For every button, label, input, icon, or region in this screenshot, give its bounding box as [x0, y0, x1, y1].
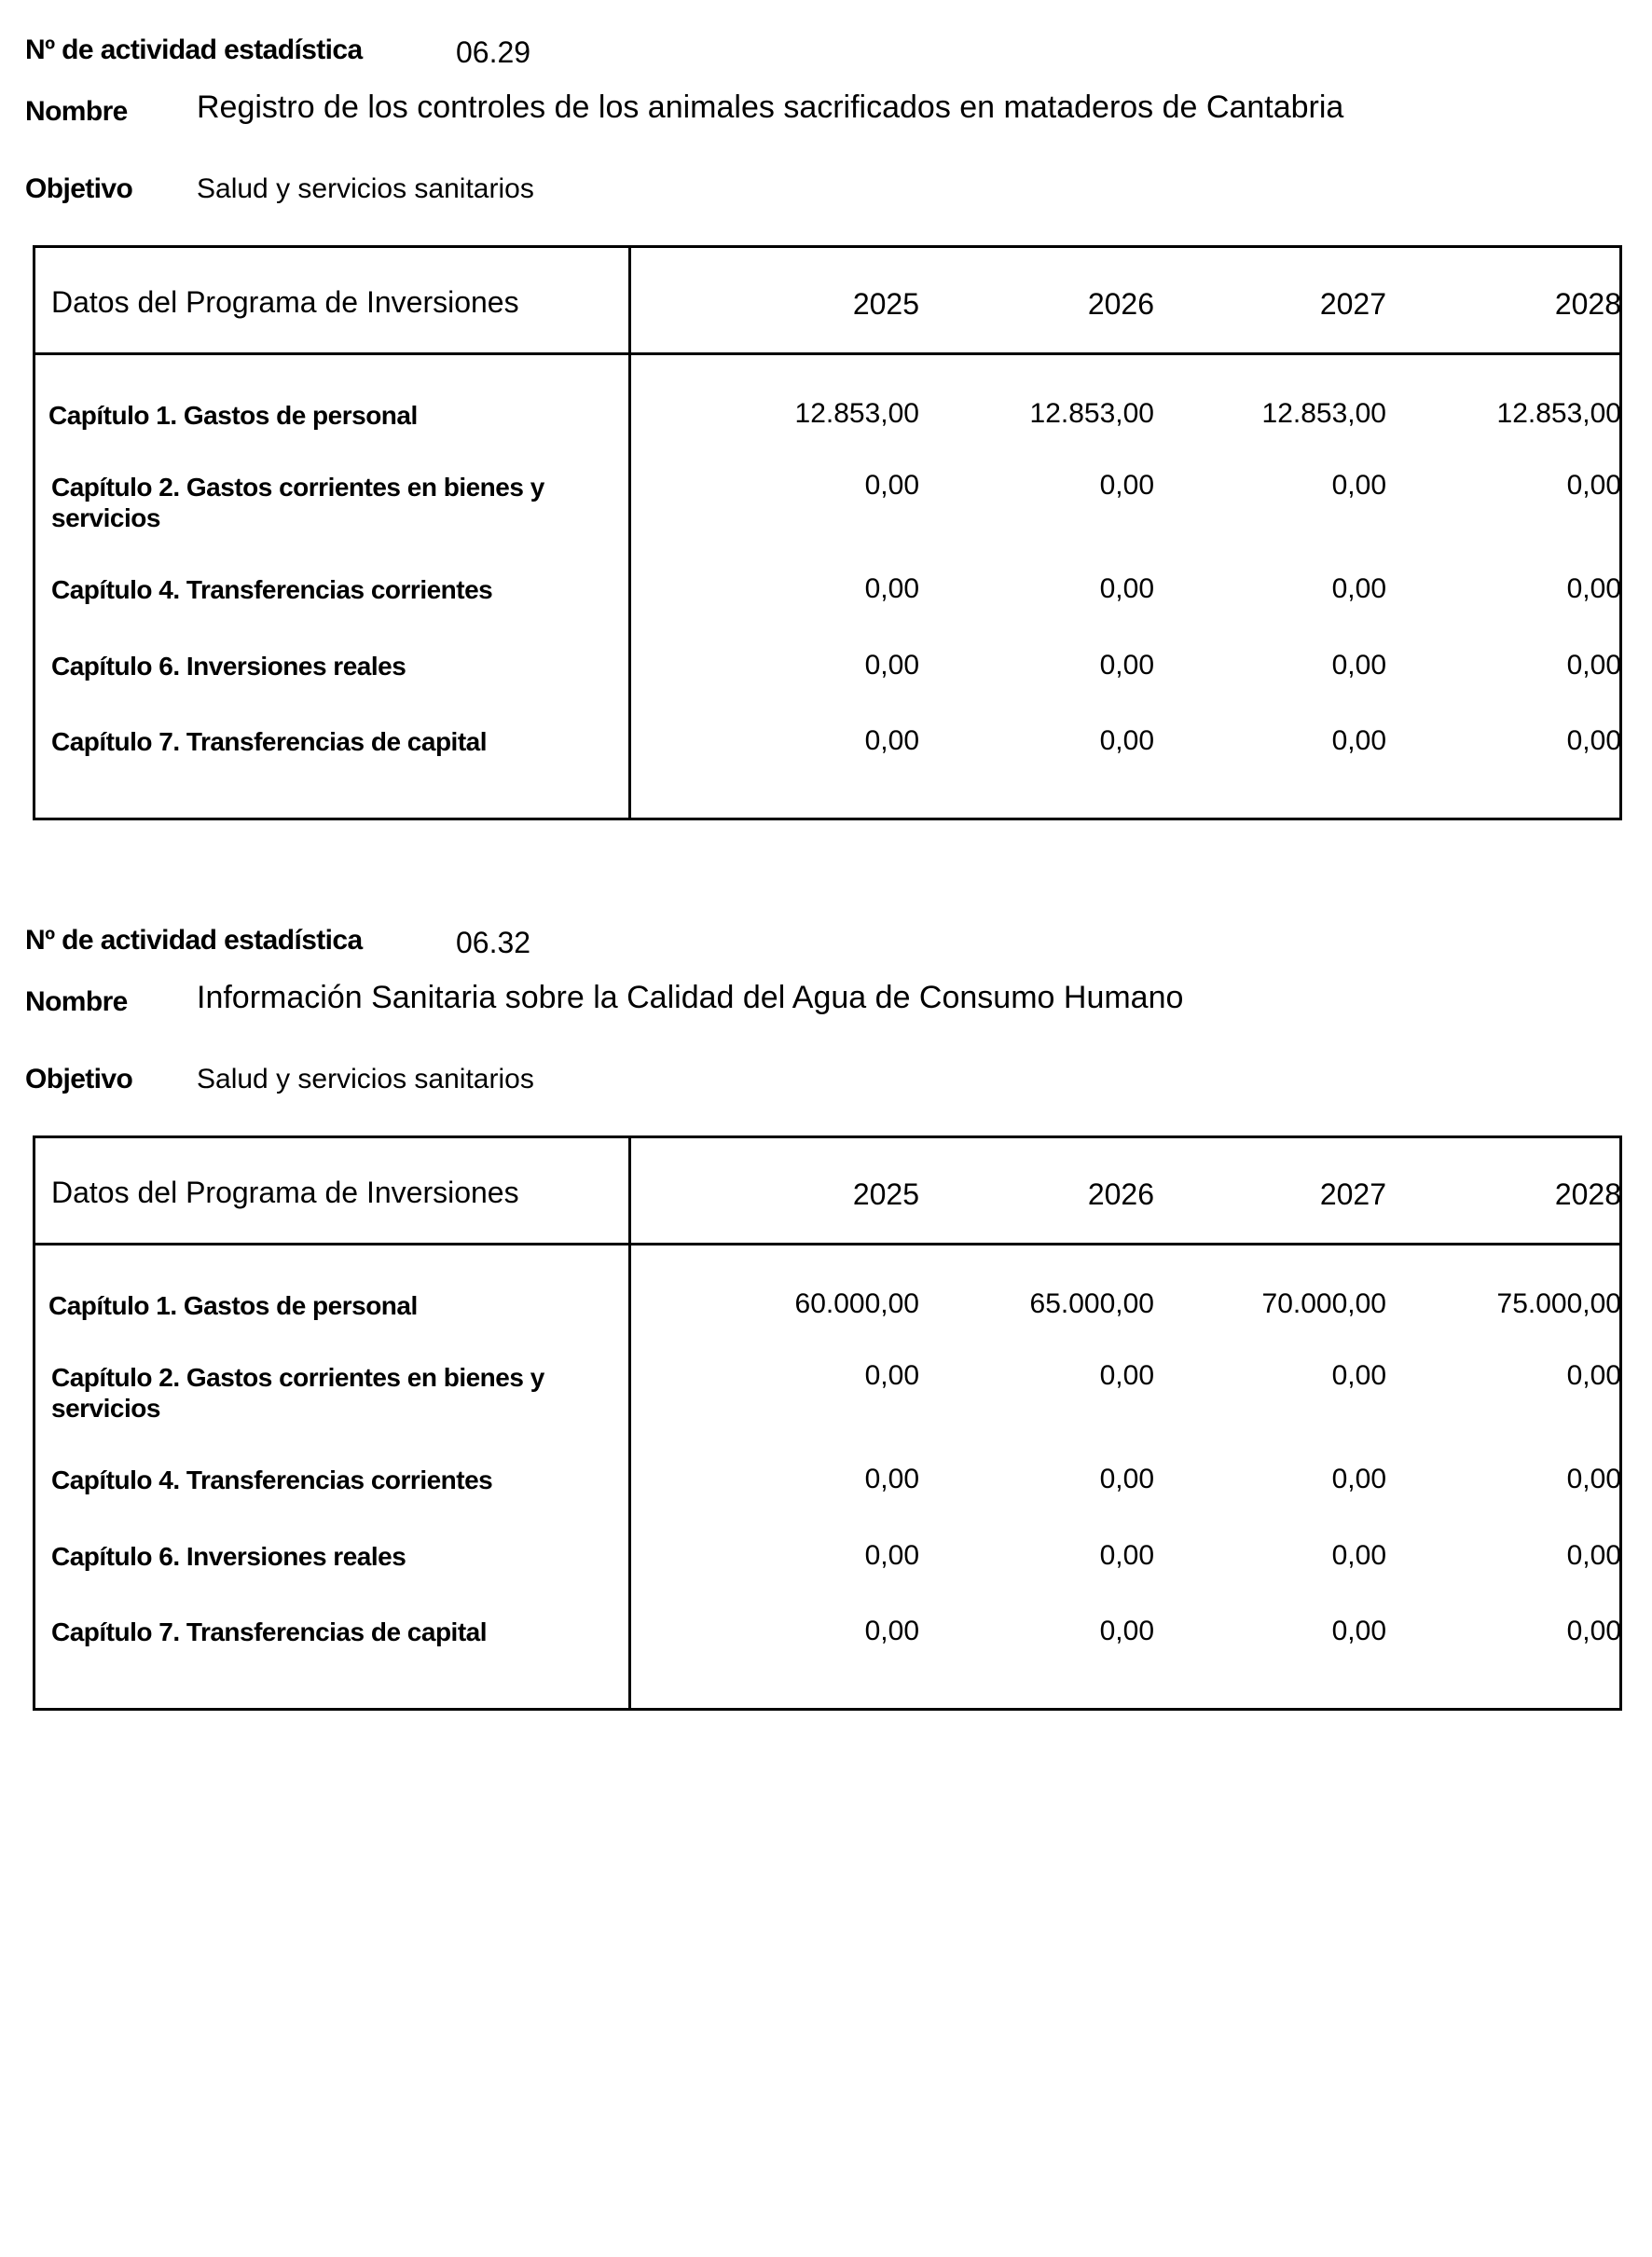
activity-no-value: 06.29: [456, 35, 531, 69]
cell-value: 0,00: [864, 1360, 919, 1391]
cell-value: 75.000,00: [1496, 1288, 1621, 1319]
row-label: Capítulo 1. Gastos de personal: [48, 401, 418, 430]
cell-value: 0,00: [1566, 1464, 1621, 1494]
year-header: 2026: [1087, 1177, 1154, 1211]
cell-value: 0,00: [1099, 1616, 1154, 1646]
objective-value: Salud y servicios sanitarios: [197, 173, 534, 204]
investment-table: [33, 245, 1622, 820]
year-header: 2025: [852, 1177, 919, 1211]
objective-label: Objetivo: [25, 1064, 133, 1094]
column-divider: [628, 1138, 631, 1708]
cell-value: 0,00: [1099, 470, 1154, 501]
name-label: Nombre: [25, 96, 128, 127]
header-divider: [35, 1243, 1619, 1245]
objective-value: Salud y servicios sanitarios: [197, 1064, 534, 1094]
cell-value: 0,00: [864, 650, 919, 681]
cell-value: 0,00: [864, 725, 919, 756]
cell-value: 0,00: [1331, 725, 1386, 756]
year-header: 2028: [1554, 287, 1621, 321]
cell-value: 0,00: [1331, 650, 1386, 681]
cell-value: 0,00: [1099, 573, 1154, 604]
cell-value: 0,00: [1331, 470, 1386, 501]
cell-value: 0,00: [864, 1464, 919, 1494]
cell-value: 0,00: [1566, 725, 1621, 756]
row-label: Capítulo 2. Gastos corrientes en bienes y servicios: [51, 473, 544, 532]
name-value: Registro de los controles de los animales sacrificados en mataderos de Cantabria: [197, 89, 1344, 125]
cell-value: 0,00: [1331, 573, 1386, 604]
column-divider: [628, 248, 631, 818]
row-label: Capítulo 2. Gastos corrientes en bienes y servicios: [51, 1363, 544, 1423]
year-header: 2027: [1319, 1177, 1386, 1211]
cell-value: 0,00: [1331, 1464, 1386, 1494]
cell-value: 0,00: [864, 470, 919, 501]
row-label: Capítulo 4. Transferencias corrientes: [51, 575, 493, 604]
row-label: Capítulo 7. Transferencias de capital: [51, 1617, 488, 1646]
activity-no-value: 06.32: [456, 926, 531, 959]
cell-value: 0,00: [1331, 1360, 1386, 1391]
cell-value: 0,00: [1331, 1616, 1386, 1646]
activity-no-label: Nº de actividad estadística: [25, 34, 363, 65]
cell-value: 65.000,00: [1029, 1288, 1154, 1319]
year-header: 2027: [1319, 287, 1386, 321]
cell-value: 0,00: [1566, 1360, 1621, 1391]
year-header: 2025: [852, 287, 919, 321]
table-header-title: Datos del Programa de Inversiones: [51, 1176, 519, 1209]
cell-value: 12.853,00: [1029, 398, 1154, 429]
cell-value: 0,00: [864, 1616, 919, 1646]
cell-value: 12.853,00: [1496, 398, 1621, 429]
cell-value: 12.853,00: [1261, 398, 1386, 429]
row-label: Capítulo 6. Inversiones reales: [51, 652, 406, 681]
cell-value: 0,00: [1566, 1616, 1621, 1646]
table-header-title: Datos del Programa de Inversiones: [51, 285, 519, 319]
cell-value: 0,00: [1099, 650, 1154, 681]
cell-value: 0,00: [1099, 725, 1154, 756]
year-header: 2026: [1087, 287, 1154, 321]
cell-value: 12.853,00: [794, 398, 919, 429]
cell-value: 0,00: [1566, 1540, 1621, 1571]
cell-value: 70.000,00: [1261, 1288, 1386, 1319]
row-label: Capítulo 1. Gastos de personal: [48, 1291, 418, 1320]
cell-value: 0,00: [1099, 1464, 1154, 1494]
cell-value: 0,00: [1099, 1540, 1154, 1571]
cell-value: 0,00: [1331, 1540, 1386, 1571]
activity-no-label: Nº de actividad estadística: [25, 925, 363, 956]
row-label: Capítulo 7. Transferencias de capital: [51, 727, 488, 756]
cell-value: 0,00: [1099, 1360, 1154, 1391]
investment-table: [33, 1135, 1622, 1711]
year-header: 2028: [1554, 1177, 1621, 1211]
objective-label: Objetivo: [25, 173, 133, 204]
cell-value: 60.000,00: [794, 1288, 919, 1319]
name-value: Información Sanitaria sobre la Calidad del Agua de Consumo Humano: [197, 980, 1184, 1015]
cell-value: 0,00: [864, 1540, 919, 1571]
cell-value: 0,00: [1566, 650, 1621, 681]
row-label: Capítulo 6. Inversiones reales: [51, 1542, 406, 1571]
cell-value: 0,00: [864, 573, 919, 604]
cell-value: 0,00: [1566, 573, 1621, 604]
header-divider: [35, 352, 1619, 355]
row-label: Capítulo 4. Transferencias corrientes: [51, 1466, 493, 1494]
cell-value: 0,00: [1566, 470, 1621, 501]
name-label: Nombre: [25, 986, 128, 1017]
